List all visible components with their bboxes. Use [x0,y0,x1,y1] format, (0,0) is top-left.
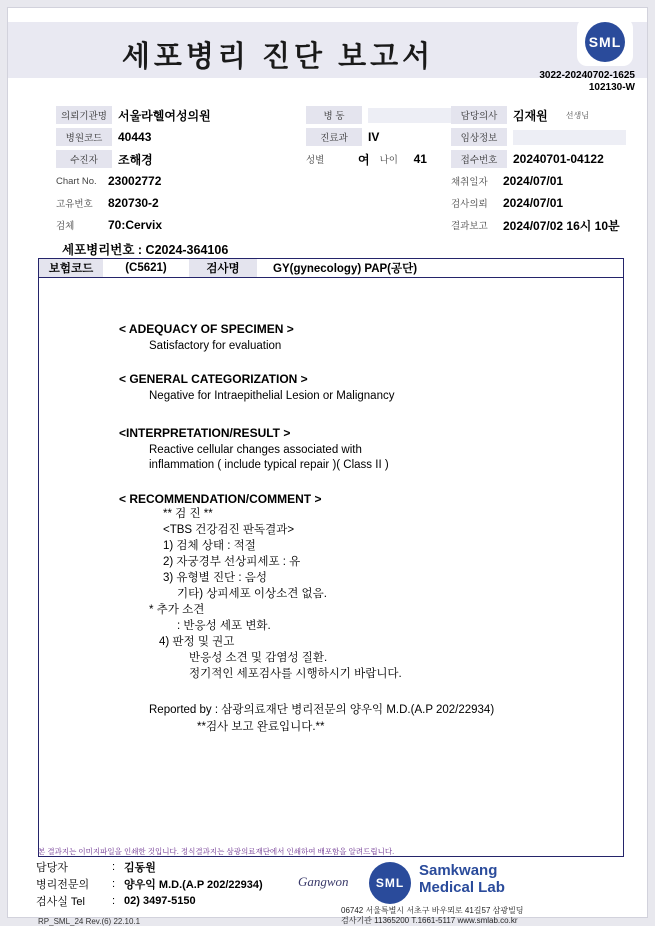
lab-license: 검사기관 11365200 T.1661-5117 www.smlab.co.kr [341,916,518,925]
barcode-line-2: 102130-W [588,82,635,93]
request-date-value: 2024/07/01 [503,196,564,210]
specimen-label: 검체 [56,221,75,232]
info-row-chart [56,170,626,192]
tel-colon: : [112,894,116,907]
interpretation-section [39,426,623,473]
age-label: 나이 [379,155,398,166]
request-date-label: 검사의뢰 [451,199,488,210]
doctor-suffix: 선생님 [565,110,589,120]
report-page [8,8,647,926]
lab-logo-icon: SML [369,862,411,904]
sex-label: 성별 [306,155,325,166]
general-title: < GENERAL CATEGORIZATION > [119,372,308,386]
sml-logo-icon: SML [585,22,625,62]
recommendation-line-7: : 반응성 세포 변화. [177,620,271,632]
clinical-info-label: 임상정보 [451,128,507,146]
result-table-header [39,259,623,278]
page-title: 세포병리 진단 보고서 [121,41,435,73]
tel-label: 검사실 Tel [36,895,85,908]
insurance-code-value: (C5621) [125,262,167,274]
recommendation-line-6: * 추가 소견 [149,604,205,616]
collect-date-label: 채취일자 [451,177,488,188]
recommendation-line-1: <TBS 건강검진 판독결과> [163,524,295,536]
doctor-label: 담당의사 [451,106,507,124]
report-date-label: 결과보고 [451,221,488,232]
recommendation-section [39,492,623,682]
ward-label: 병 동 [306,106,362,124]
collect-date-value: 2024/07/01 [503,174,564,188]
recommendation-line-4: 3) 유형별 진단 : 음성 [163,572,267,584]
staff-colon: : [112,860,116,873]
reported-by: Reported by : 삼광의료재단 병리전문의 양우익 M.D.(A.P 202/22934) [149,704,495,716]
sml-logo [577,18,633,66]
unique-no-value: 820730-2 [108,196,159,210]
info-row-institution [56,104,626,126]
general-body: Negative for Intraepithelial Lesion or Malignancy [149,390,395,402]
interpretation-title: <INTERPRETATION/RESULT > [119,426,291,440]
staff-value: 김동원 [124,861,156,874]
result-table-body [39,278,623,856]
dept-label: 진료과 [306,128,362,146]
dept-value: IV [368,130,380,144]
pathologist-colon: : [112,877,116,890]
test-name-label: 검사명 [189,259,257,277]
specimen-value: 70:Cervix [108,218,163,232]
pathologist-value: 양우익 M.D.(A.P 202/22934) [124,878,263,891]
adequacy-body: Satisfactory for evaluation [149,340,282,352]
staff-label: 담당자 [36,861,68,874]
interpretation-body-line1: Reactive cellular changes associated with [149,444,362,456]
patient-value: 조해경 [118,152,153,167]
recommendation-line-0: ** 검 진 ** [163,508,213,520]
disclaimer-text: 본 결과지는 이미지파일을 인쇄한 것입니다. 정식결과지는 삼광의료재단에서 인쇄하여 배포함을 알려드립니다. [38,847,395,856]
recommendation-lines [149,506,623,682]
info-row-hospital-code [56,126,626,148]
lab-name-line-2: Medical Lab [419,879,505,896]
patient-label: 수진자 [56,150,112,168]
info-row-unique [56,192,626,214]
recommendation-title: < RECOMMENDATION/COMMENT > [119,492,322,506]
reported-by-block [149,702,494,736]
lab-address-block [341,906,641,926]
report-header [8,8,647,93]
unique-no-label: 고유번호 [56,199,93,210]
cytopathology-number: 세포병리번호 : C2024-364106 [62,243,229,257]
lab-branding [369,862,641,904]
recommendation-line-5: 기타) 상피세포 이상소견 없음. [177,588,327,600]
recommendation-line-8: 4) 판정 및 권고 [159,636,235,648]
chart-no-label: Chart No. [56,175,97,187]
lab-name-line-1: Samkwang [419,862,498,879]
hospital-code-label: 병원코드 [56,128,112,146]
recommendation-line-2: 1) 검체 상태 : 적절 [163,540,256,552]
doctor-value: 김재원 [513,108,548,123]
institution-value: 서울라헬여성의원 [118,108,211,123]
patient-info-grid [56,104,626,236]
clinical-info-value [513,130,626,145]
accession-value: 20240701-04122 [513,152,604,166]
pathologist-label: 병리전문의 [36,878,90,891]
info-row-patient [56,148,626,170]
accession-label: 접수번호 [451,150,507,168]
lab-address: 06742 서울특별시 서초구 바우뫼로 41길57 삼광빌딩 [341,906,524,915]
hospital-code-value: 40443 [118,130,152,144]
signature: Gangwon [298,874,349,889]
report-date-value: 2024/07/02 16시 10분 [503,218,620,233]
age-value: 41 [413,152,427,166]
general-categorization-section [39,372,623,404]
ward-value [368,108,451,123]
adequacy-section [39,322,623,354]
sex-value: 여 [358,152,370,167]
document-id: RP_SML_24 Rev.(6) 22.10.1 [38,917,141,926]
recommendation-line-3: 2) 자궁경부 선상피세포 : 유 [163,556,301,568]
result-table [38,258,624,857]
barcode-number [539,70,635,94]
insurance-code-label: 보험코드 [39,259,103,277]
adequacy-title: < ADEQUACY OF SPECIMEN > [119,322,294,336]
interpretation-body-line2: inflammation ( include typical repair )( Class II ) [149,459,389,471]
recommendation-line-10: 정기적인 세포검사를 시행하시기 바랍니다. [189,668,402,680]
chart-no-value: 23002772 [108,174,162,188]
recommendation-line-9: 반응성 소견 및 감염성 질환. [189,652,328,664]
completed-note: **검사 보고 완료입니다.** [197,721,325,733]
tel-value: 02) 3497-5150 [124,894,196,907]
barcode-line-1: 3022-20240702-1625 [539,70,635,81]
institution-label: 의뢰기관명 [56,106,112,124]
info-row-specimen [56,214,626,236]
test-name-value: GY(gynecology) PAP(공단) [273,263,418,275]
